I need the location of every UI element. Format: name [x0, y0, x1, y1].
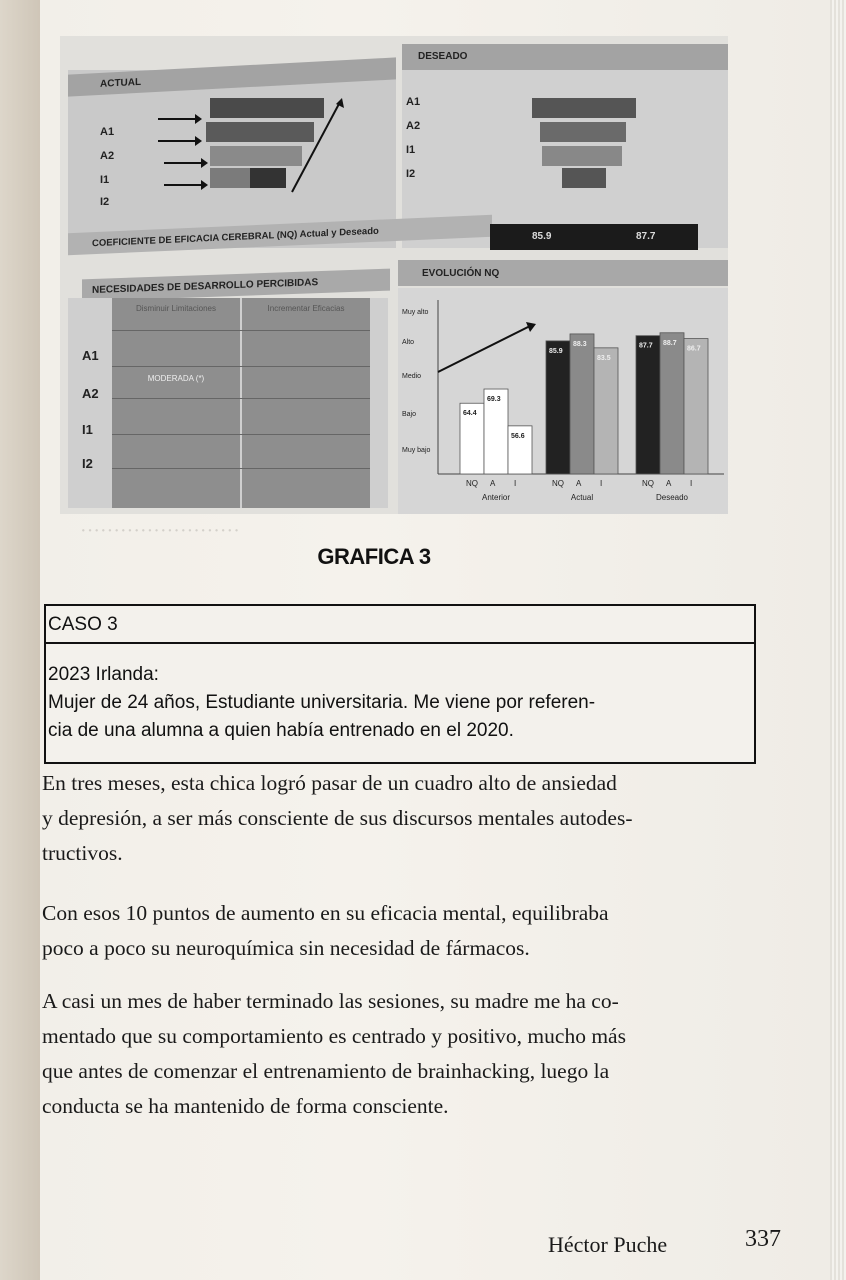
evolution-nq-chart	[398, 288, 728, 514]
nq-deseado-value: 87.7	[636, 231, 656, 242]
evol-value-label: 87.7	[639, 342, 653, 350]
y-tick-label: Muy alto	[402, 309, 429, 316]
x-tick-label: I	[600, 479, 603, 488]
book-spine	[0, 0, 40, 1280]
x-tick-label: A	[666, 479, 672, 488]
page-edges	[830, 0, 846, 1280]
deseado-bar-i2	[562, 168, 606, 188]
book-page	[40, 0, 830, 1280]
nq-values-bar	[490, 224, 698, 250]
paragraph-line: En tres meses, esta chica logró pasar de un cuadro alto de ansiedad	[42, 771, 617, 795]
evol-value-label: 85.9	[549, 347, 563, 355]
actual-label: ACTUAL	[100, 76, 142, 90]
paragraph-line: conducta se ha mantenido de forma consciente.	[42, 1094, 449, 1118]
needs-row-a1: A1	[82, 348, 99, 363]
actual-row-i1: I1	[100, 174, 110, 186]
bleed-through-text: ························	[80, 520, 240, 542]
figure-caption: GRAFICA 3	[317, 544, 431, 569]
caso-title: CASO 3	[48, 614, 118, 635]
deseado-row-i2: I2	[406, 168, 416, 180]
evol-value-label: 86.7	[687, 345, 701, 353]
arrow-icon	[158, 118, 196, 120]
nq-title: COEFICIENTE DE EFICACIA CEREBRAL (NQ) Actual y Deseado	[92, 225, 379, 250]
needs-row-divider	[112, 468, 370, 469]
x-tick-label: I	[514, 479, 517, 488]
needs-col1-label: Disminuir Limitaciones	[135, 304, 217, 313]
nq-actual-value: 85.9	[532, 231, 552, 242]
paragraph-line: poco a poco su neuroquímica sin necesidad de fármacos.	[42, 936, 530, 960]
y-tick-label: Bajo	[402, 411, 417, 418]
arrow-icon	[164, 162, 202, 164]
y-tick-label: Medio	[402, 373, 422, 380]
evol-title: EVOLUCIÓN NQ	[422, 268, 500, 279]
paragraph-line: tructivos.	[42, 841, 123, 865]
needs-col2-label: Incrementar Eficacias	[267, 304, 345, 313]
paragraph-1	[42, 766, 774, 871]
deseado-bar-a1	[532, 98, 636, 118]
deseado-row-i1: I1	[406, 144, 416, 156]
needs-row-divider	[112, 330, 370, 331]
evol-value-label: 88.3	[573, 340, 587, 348]
page-number: 337	[745, 1226, 781, 1252]
footer-author: Héctor Puche	[548, 1232, 668, 1257]
actual-row-a2: A2	[100, 150, 115, 162]
paragraph-line: A casi un mes de haber terminado las sesiones, su madre me ha co-	[42, 989, 619, 1013]
caso-box	[44, 604, 756, 764]
x-tick-label: A	[576, 479, 582, 488]
x-group-label: Deseado	[655, 493, 689, 502]
needs-row-divider	[112, 398, 370, 399]
deseado-row-a1: A1	[406, 96, 421, 108]
y-tick-label: Alto	[402, 339, 415, 346]
x-tick-label: NQ	[642, 479, 654, 488]
evol-value-label: 88.7	[663, 339, 677, 347]
evol-value-label: 56.6	[511, 432, 525, 440]
paragraph-2	[42, 896, 774, 966]
y-tick-label: Muy bajo	[402, 447, 431, 454]
evol-bar	[636, 336, 660, 474]
caso-line3: cia de una alumna a quien había entrenado en el 2020.	[48, 720, 514, 741]
caso-divider	[46, 642, 754, 644]
paragraph-line: y depresión, a ser más consciente de sus discursos mentales autodes-	[42, 806, 633, 830]
paragraph-line: mentado que su comportamiento es centrado y positivo, mucho más	[42, 1024, 626, 1048]
needs-title: NECESIDADES DE DESARROLLO PERCIBIDAS	[92, 277, 319, 297]
deseado-bar-a2	[540, 122, 626, 142]
evol-bar	[594, 348, 618, 474]
evol-header	[398, 260, 728, 286]
x-tick-label: NQ	[552, 479, 564, 488]
needs-row-i2: I2	[82, 456, 93, 471]
evol-value-label: 69.3	[487, 396, 501, 404]
actual-row-a1: A1	[100, 126, 115, 138]
arrow-icon	[164, 184, 202, 186]
x-group-label: Actual	[570, 493, 594, 502]
deseado-row-a2: A2	[406, 120, 421, 132]
x-tick-label: I	[690, 479, 693, 488]
deseado-header	[402, 44, 728, 70]
evol-bar	[546, 341, 570, 474]
needs-row-i1: I1	[82, 422, 93, 437]
x-tick-label: A	[490, 479, 496, 488]
needs-row-divider	[112, 366, 370, 367]
trend-line	[288, 96, 348, 196]
evol-value-label: 83.5	[597, 354, 611, 362]
paragraph-line: que antes de comenzar el entrenamiento de brainhacking, luego la	[42, 1059, 610, 1083]
figure-grafica-3	[60, 36, 728, 514]
arrow-icon	[158, 140, 196, 142]
evol-bar	[684, 339, 708, 474]
caso-line1: 2023 Irlanda:	[48, 664, 159, 685]
paragraph-3	[42, 984, 774, 1124]
needs-header	[82, 269, 390, 302]
actual-bar-i2-part	[250, 168, 286, 188]
needs-row-a2: A2	[82, 386, 99, 401]
needs-row-divider	[112, 434, 370, 435]
deseado-bar-i1	[542, 146, 622, 166]
x-group-label: Anterior	[481, 493, 511, 502]
evol-bar	[570, 334, 594, 474]
caso-line2: Mujer de 24 años, Estudiante universitaria. Me viene por referen-	[48, 692, 596, 713]
paragraph-line: Con esos 10 puntos de aumento en su eficacia mental, equilibraba	[42, 901, 609, 925]
moderada-label: MODERADA (*)	[147, 374, 205, 383]
evol-value-label: 64.4	[463, 410, 477, 418]
deseado-label: DESEADO	[418, 51, 468, 62]
actual-row-i2: I2	[100, 196, 110, 208]
evol-bar	[660, 333, 684, 474]
x-tick-label: NQ	[466, 479, 478, 488]
